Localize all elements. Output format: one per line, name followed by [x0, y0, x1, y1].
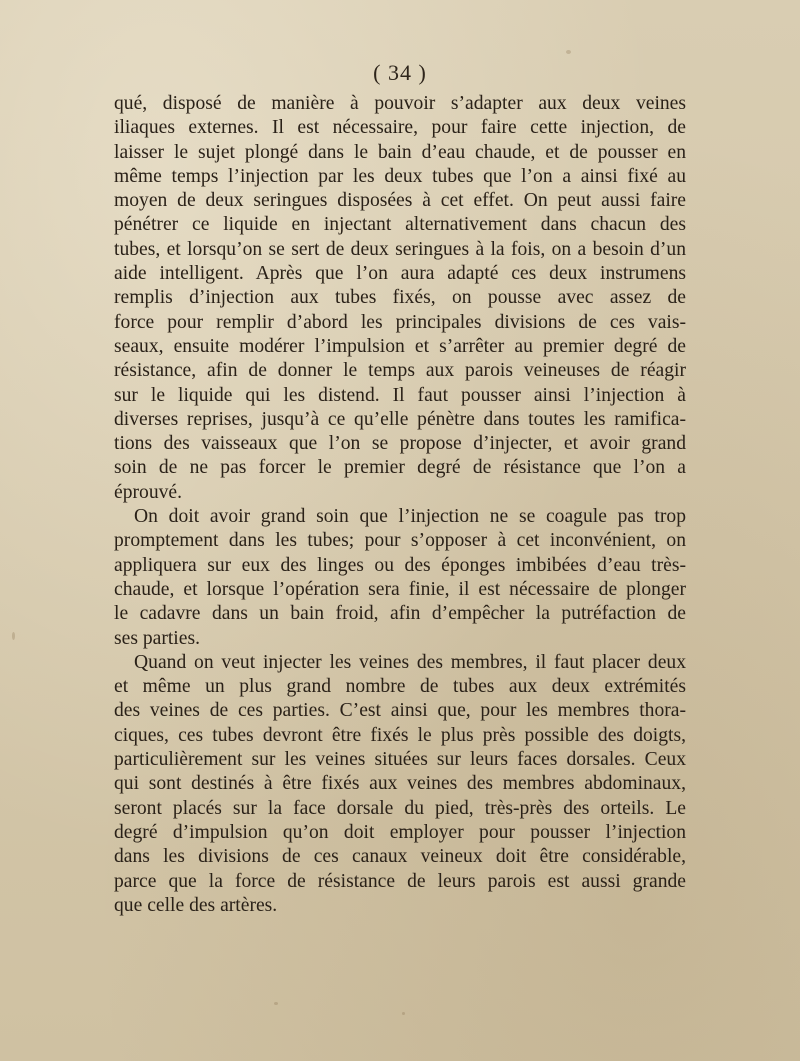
paper-spot [274, 1002, 278, 1005]
text-line: particulièrement sur les veines situées sur leurs faces dorsales. Ceux [114, 749, 686, 771]
text-line: dans les divisions de ces canaux veineux doit être considérable, [114, 846, 686, 868]
text-line: et même un plus grand nombre de tubes aux deux extrémités [114, 676, 686, 698]
text-line: appliquera sur eux des linges ou des éponges imbibées d’eau très- [114, 554, 686, 576]
text-line: que celle des artères. [114, 894, 278, 916]
text-line: ses parties. [114, 627, 200, 649]
text-line: parce que la force de résistance de leurs parois est aussi grande [114, 870, 686, 892]
text-line: aide intelligent. Après que l’on aura adapté ces deux instrumens [114, 263, 686, 285]
text-line: On doit avoir grand soin que l’injection ne se coagule pas trop [134, 506, 686, 528]
page-number: ( 34 ) [373, 60, 427, 85]
text-line: remplis d’injection aux tubes fixés, on pousse avec assez de [114, 287, 686, 309]
text-line: seaux, ensuite modérer l’impulsion et s’arrêter au premier degré de [114, 335, 686, 357]
text-line: iliaques externes. Il est nécessaire, pour faire cette injection, de [114, 117, 686, 139]
text-line: sur le liquide qui les distend. Il faut pousser ainsi l’injection à [114, 384, 686, 406]
text-line: même temps l’injection par les deux tubes que l’on a ainsi fixé au [114, 165, 686, 187]
text-line: qui sont destinés à être fixés aux veines des membres abdominaux, [114, 773, 686, 795]
paper-spot [566, 50, 571, 54]
text-line: résistance, afin de donner le temps aux parois veineuses de réagir [114, 360, 686, 382]
text-line: soin de ne pas forcer le premier degré de résistance que l’on a [114, 457, 686, 479]
text-line: le cadavre dans un bain froid, afin d’empêcher la putréfaction de [114, 603, 686, 625]
text-line: laisser le sujet plongé dans le bain d’eau chaude, et de pousser en [114, 141, 686, 163]
text-line: tions des vaisseaux que l’on se propose d’injecter, et avoir grand [114, 433, 686, 455]
text-line: qué, disposé de manière à pouvoir s’adapter aux deux veines [114, 93, 686, 114]
text-line: chaude, et lorsque l’opération sera finie, il est nécessaire de plonger [114, 578, 686, 600]
paper-spot [12, 632, 15, 640]
text-line: seront placés sur la face dorsale du pied, très-près des orteils. Le [114, 797, 686, 819]
text-line: tubes, et lorsqu’on se sert de deux seringues à la fois, on a besoin d’un [114, 238, 686, 260]
text-line: pénétrer ce liquide en injectant alternativement dans chacun des [114, 214, 686, 236]
text-line: degré d’impulsion qu’on doit employer pour pousser l’injection [114, 821, 686, 843]
text-line: éprouvé. [114, 481, 183, 503]
text-line: Quand on veut injecter les veines des membres, il faut placer deux [134, 651, 686, 673]
text-line: force pour remplir d’abord les principales divisions de ces vais- [114, 311, 686, 333]
text-line: ciques, ces tubes devront être fixés le plus près possible des doigts, [114, 724, 686, 746]
paper-spot [402, 1012, 405, 1015]
text-line: des veines de ces parties. C’est ainsi que, pour les membres thora- [114, 700, 686, 722]
text-line: promptement dans les tubes; pour s’opposer à cet inconvénient, on [114, 530, 686, 552]
text-line: diverses reprises, jusqu’à ce qu’elle pénètre dans toutes les ramifica- [114, 408, 686, 430]
text-line: moyen de deux seringues disposées à cet effet. On peut aussi faire [114, 190, 686, 212]
body-text [114, 92, 686, 918]
